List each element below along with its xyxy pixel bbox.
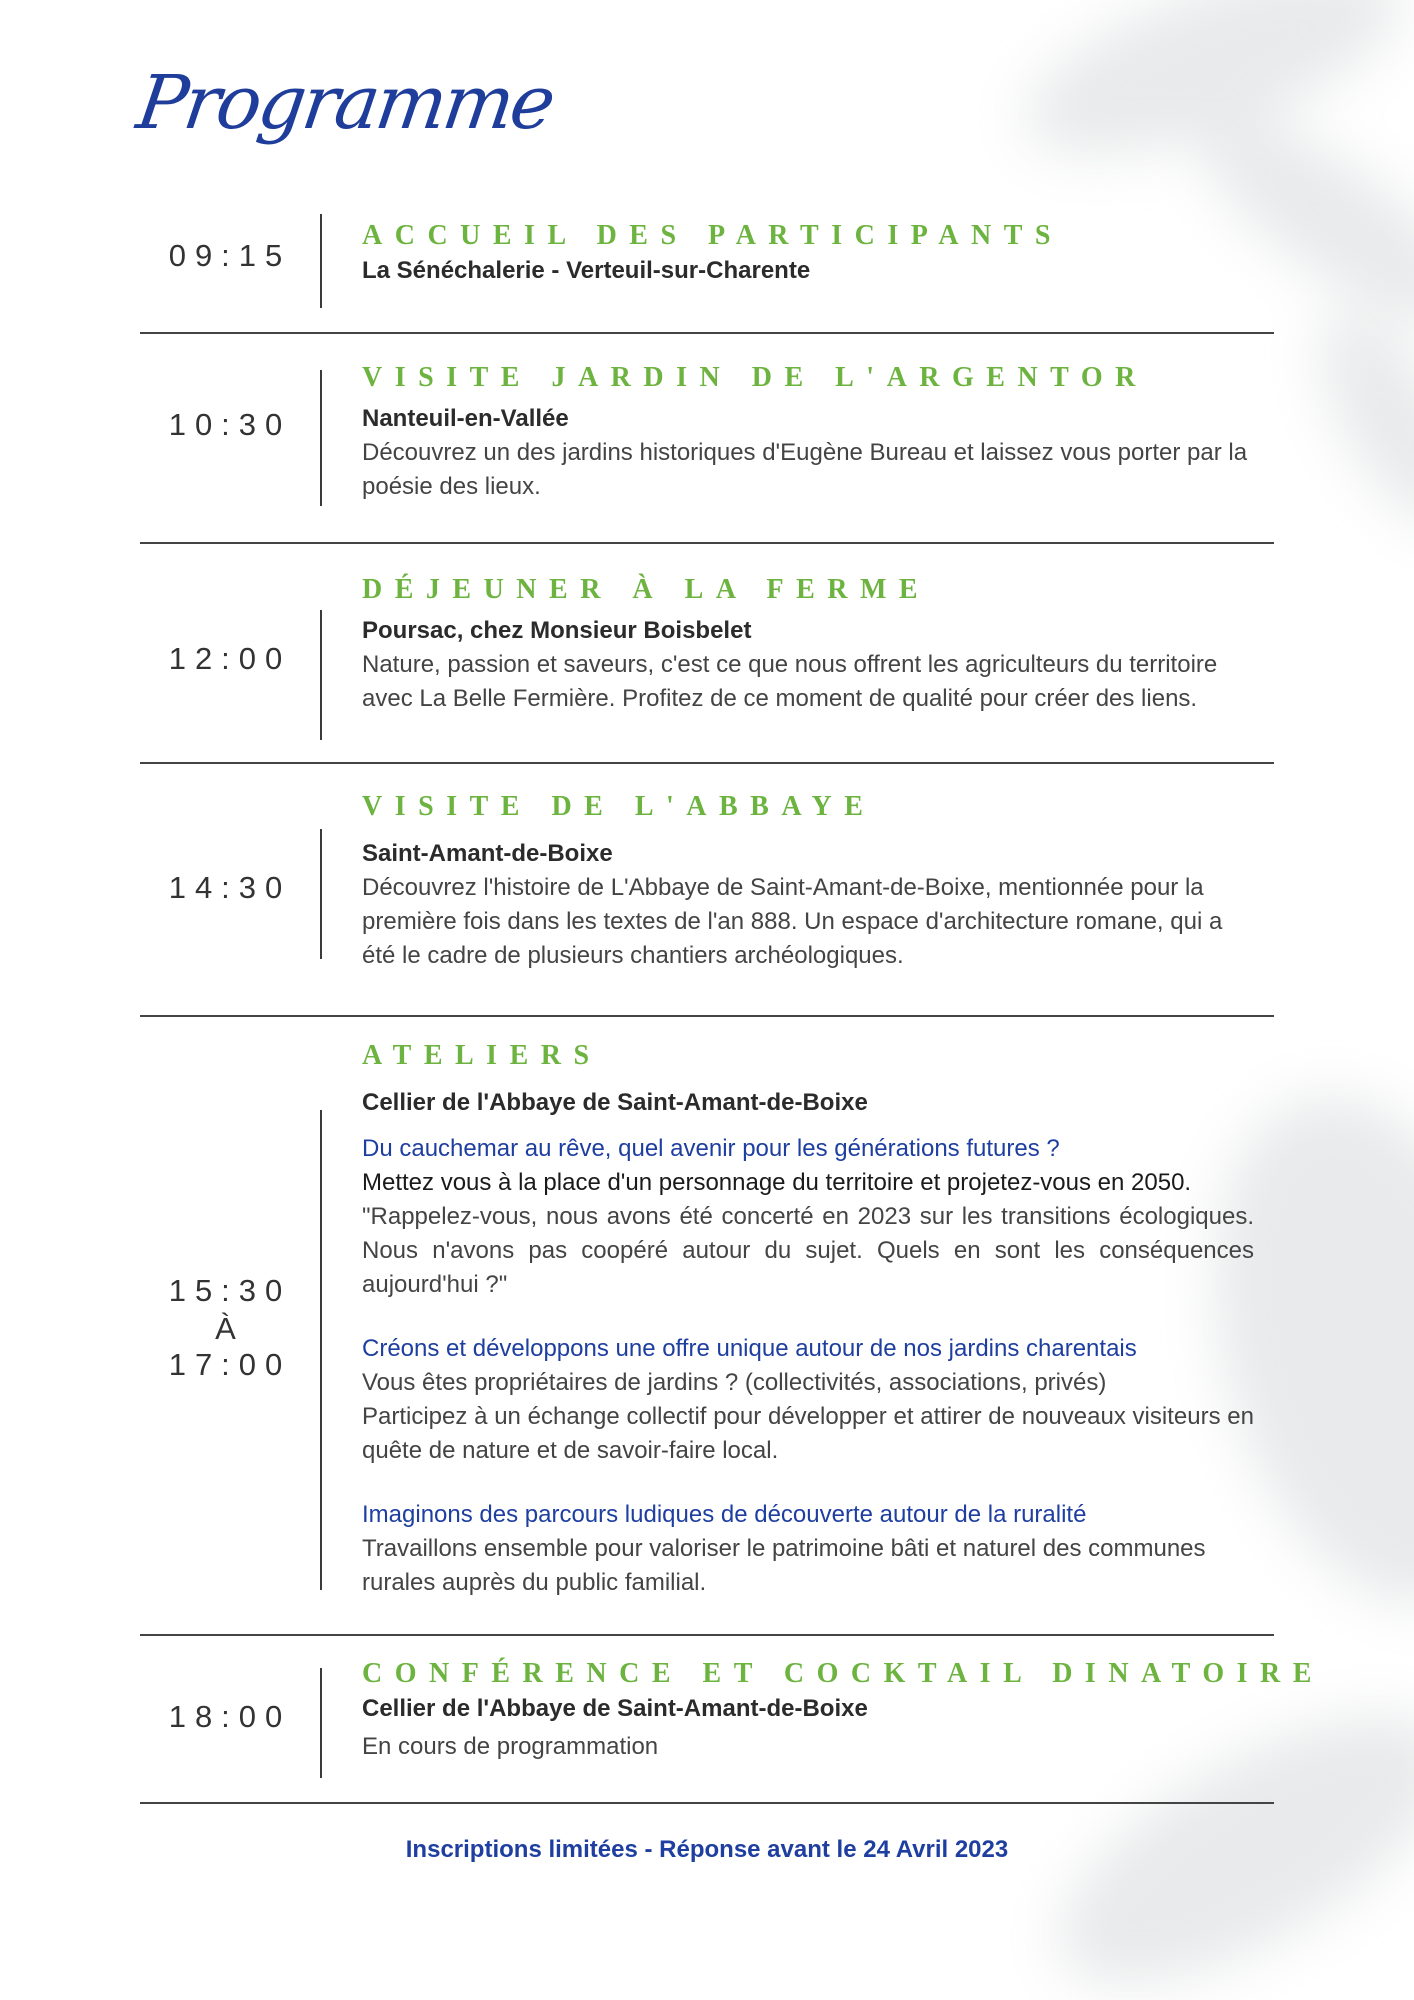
- section-divider: [140, 542, 1274, 544]
- workshop-item: [362, 1332, 1254, 1468]
- event-time: 18:00: [168, 1699, 292, 1734]
- workshop-lead: Mettez vous à la place d'un personnage du territoire et projetez-vous en 2050.: [362, 1169, 1192, 1196]
- event-heading: ACCUEIL DES PARTICIPANTS: [362, 220, 1063, 251]
- workshop-lead: Vous êtes propriétaires de jardins ? (collectivités, associations, privés): [362, 1369, 1107, 1396]
- event-place: Cellier de l'Abbaye de Saint-Amant-de-Boixe: [362, 1695, 868, 1722]
- event-heading: VISITE JARDIN DE L'ARGENTOR: [362, 362, 1148, 393]
- event-description: Nature, passion et saveurs, c'est ce que nous offrent les agriculteurs du territoire avec La Belle Fermière. Profitez de ce moment de qualité pour créer des liens.: [362, 651, 1218, 712]
- registration-note: Inscriptions limitées - Réponse avant le 24 Avril 2023: [405, 1836, 1009, 1863]
- event-time: 14:30: [168, 870, 292, 905]
- page-title: Programme: [131, 60, 558, 146]
- vertical-divider: [320, 370, 322, 506]
- event-place: La Sénéchalerie - Verteuil-sur-Charente: [362, 257, 811, 284]
- workshop-text: "Rappelez-vous, nous avons été concerté en 2023 sur les transitions écologiques. Nous n'avons pas coopéré autour du sujet. Quels en sont les conséquences aujourd'hui ?": [362, 1203, 1254, 1298]
- workshop-item: [362, 1498, 1254, 1600]
- workshop-title: Imaginons des parcours ludiques de découverte autour de la ruralité: [362, 1501, 1087, 1528]
- event-heading: CONFÉRENCE ET COCKTAIL DINATOIRE: [362, 1658, 1324, 1689]
- event-time: 12:00: [168, 641, 292, 676]
- event-time-end: 17:00: [168, 1347, 292, 1382]
- event-time-start: 15:30: [168, 1273, 292, 1308]
- workshop-item: [362, 1132, 1254, 1302]
- event-place: Poursac, chez Monsieur Boisbelet: [362, 617, 752, 644]
- section-divider: [140, 1015, 1274, 1017]
- section-divider: [140, 1802, 1274, 1804]
- event-heading: ATELIERS: [362, 1040, 602, 1071]
- event-time-separator: À: [215, 1311, 245, 1346]
- section-divider: [140, 332, 1274, 334]
- workshop-title: Du cauchemar au rêve, quel avenir pour les générations futures ?: [362, 1135, 1060, 1162]
- workshop-text: Participez à un échange collectif pour développer et attirer de nouveaux visiteurs en quête de nature et de savoir-faire local.: [362, 1403, 1254, 1464]
- vertical-divider: [320, 214, 322, 308]
- section-divider: [140, 1634, 1274, 1636]
- vertical-divider: [320, 1668, 322, 1778]
- event-description: Découvrez l'histoire de L'Abbaye de Saint-Amant-de-Boixe, mentionnée pour la première fois dans les textes de l'an 888. Un espace d'architecture romane, qui a été le cadre de plusieurs chantiers archéologiques.: [362, 874, 1223, 969]
- event-heading: VISITE DE L'ABBAYE: [362, 791, 876, 822]
- event-place: Nanteuil-en-Vallée: [362, 405, 569, 432]
- event-time: 09:15: [168, 238, 292, 273]
- event-description: En cours de programmation: [362, 1733, 659, 1760]
- section-divider: [140, 762, 1274, 764]
- event-place: Saint-Amant-de-Boixe: [362, 840, 613, 867]
- event-time: 10:30: [168, 407, 292, 442]
- workshop-text: Travaillons ensemble pour valoriser le patrimoine bâti et naturel des communes rurales auprès du public familial.: [362, 1535, 1206, 1596]
- event-description: Découvrez un des jardins historiques d'Eugène Bureau et laissez vous porter par la poésie des lieux.: [362, 439, 1248, 500]
- vertical-divider: [320, 829, 322, 959]
- vertical-divider: [320, 610, 322, 740]
- event-place: Cellier de l'Abbaye de Saint-Amant-de-Boixe: [362, 1089, 868, 1116]
- event-heading: DÉJEUNER À LA FERME: [362, 574, 931, 605]
- workshop-title: Créons et développons une offre unique autour de nos jardins charentais: [362, 1335, 1137, 1362]
- vertical-divider: [320, 1110, 322, 1590]
